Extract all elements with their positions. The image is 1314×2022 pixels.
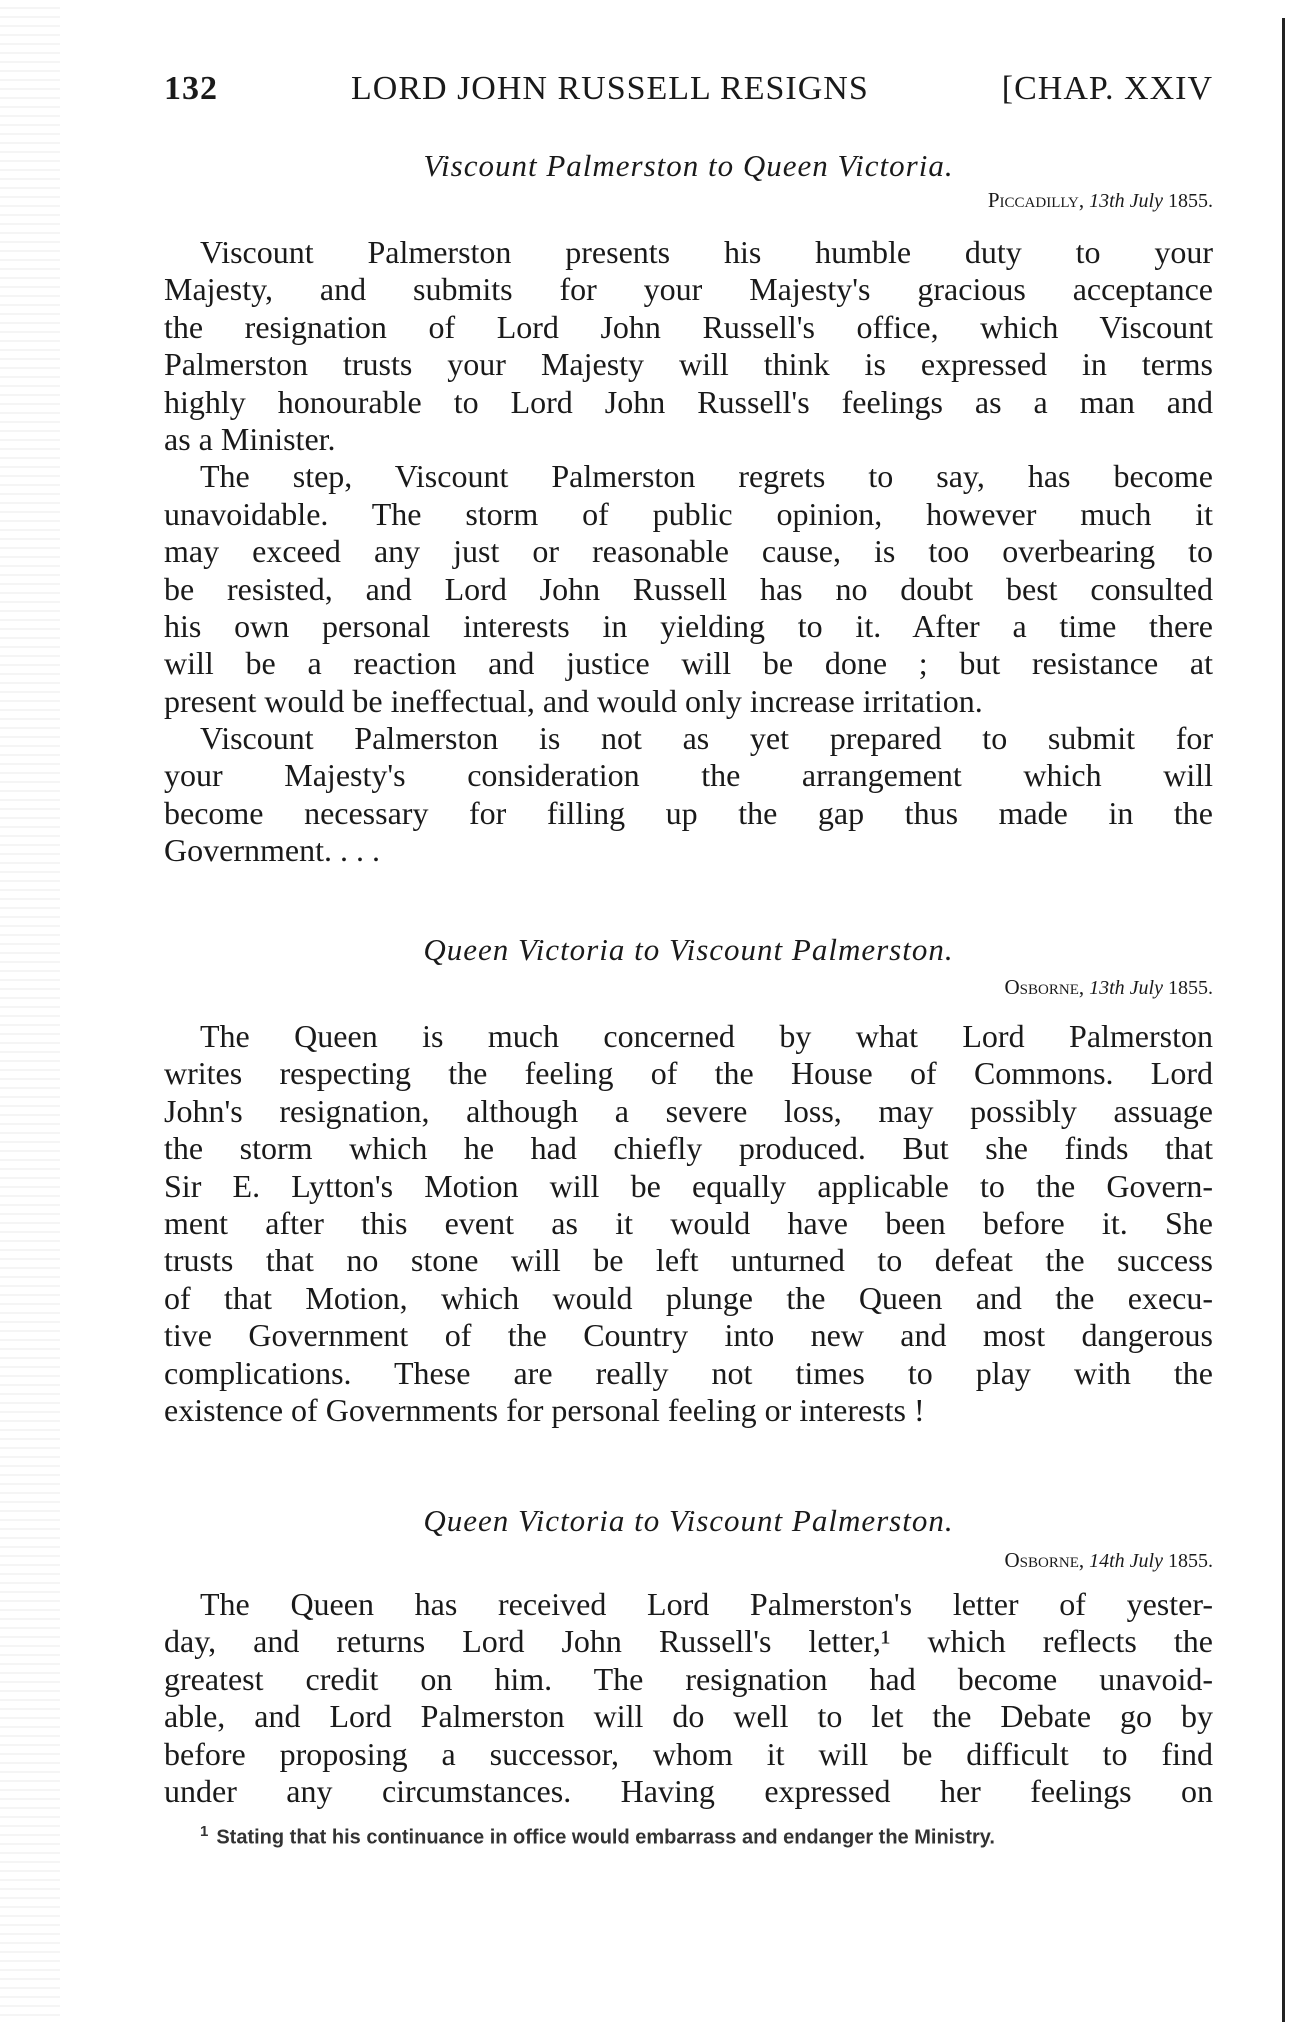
dateline: Osborne, 14th July 1855. <box>1004 1548 1213 1572</box>
text-line: will be a reaction and justice will be done ; but resistance at <box>164 645 1213 682</box>
text-line: become necessary for filling up the gap thus made in the <box>164 794 1213 831</box>
text-line: before proposing a successor, whom it will be difficult to find <box>164 1735 1213 1772</box>
text-line: under any circumstances. Having expressed her feelings on <box>164 1772 1213 1809</box>
letter-body <box>164 1586 1213 1810</box>
text-line: your Majesty's consideration the arrangement which will <box>164 757 1213 794</box>
text-line: the storm which he had chiefly produced. But she finds that <box>164 1130 1213 1167</box>
text-line: Government. . . . <box>164 832 380 869</box>
letter-title: Viscount Palmerston to Queen Victoria. <box>423 148 954 183</box>
text-line: his own personal interests in yielding to it. After a time there <box>164 607 1213 644</box>
running-header <box>164 70 1213 108</box>
letter-title: Queen Victoria to Viscount Palmerston. <box>423 1503 954 1538</box>
text-line: writes respecting the feeling of the House of Commons. Lord <box>164 1055 1213 1092</box>
text-line: highly honourable to Lord John Russell's feelings as a man and <box>164 383 1213 420</box>
chapter-label: [CHAP. XXIV <box>1001 70 1213 107</box>
letter-body <box>164 234 1213 870</box>
text-line: ment after this event as it would have been before it. She <box>164 1204 1213 1241</box>
text-line: tive Government of the Country into new and most dangerous <box>164 1317 1213 1354</box>
text-line: may exceed any just or reasonable cause, is too overbearing to <box>164 533 1213 570</box>
text-line: day, and returns Lord John Russell's letter,¹ which reflects the <box>164 1623 1213 1660</box>
text-line: unavoidable. The storm of public opinion, however much it <box>164 495 1213 532</box>
text-line: Sir E. Lytton's Motion will be equally applicable to the Govern- <box>164 1167 1213 1204</box>
footnote: $^1$ Stating that his continuance in office would embarrass and endanger the Ministry. <box>200 1823 995 1849</box>
text-line: be resisted, and Lord John Russell has no doubt best consulted <box>164 570 1213 607</box>
text-line: John's resignation, although a severe loss, may possibly assuage <box>164 1092 1213 1129</box>
text-line: the resignation of Lord John Russell's office, which Viscount <box>164 308 1213 345</box>
text-line: Viscount Palmerston is not as yet prepared to submit for <box>200 720 1213 757</box>
text-line: Palmerston trusts your Majesty will think is expressed in terms <box>164 346 1213 383</box>
text-line: Majesty, and submits for your Majesty's gracious acceptance <box>164 271 1213 308</box>
page-edge-rule <box>1282 18 1285 2022</box>
text-line: Viscount Palmerston presents his humble duty to your <box>200 234 1213 270</box>
page-number: 132 <box>164 70 218 107</box>
text-line: able, and Lord Palmerston will do well to let the Debate go by <box>164 1698 1213 1735</box>
letter-body <box>164 1018 1213 1429</box>
text-line: trusts that no stone will be left unturned to defeat the success <box>164 1242 1213 1279</box>
text-line: present would be ineffectual, and would only increase irritation. <box>164 682 983 719</box>
letter-title: Queen Victoria to Viscount Palmerston. <box>423 932 954 967</box>
running-title: LORD JOHN RUSSELL RESIGNS <box>351 70 869 107</box>
text-line: existence of Governments for personal feeling or interests ! <box>164 1391 925 1428</box>
scanned-page-edge <box>0 0 60 2022</box>
text-line: The Queen is much concerned by what Lord Palmerston <box>200 1018 1213 1054</box>
dateline: Osborne, 13th July 1855. <box>1004 975 1213 999</box>
text-line: of that Motion, which would plunge the Queen and the execu- <box>164 1279 1213 1316</box>
text-line: as a Minister. <box>164 420 336 457</box>
text-line: greatest credit on him. The resignation had become unavoid- <box>164 1660 1213 1697</box>
text-line: The step, Viscount Palmerston regrets to say, has become <box>200 458 1213 495</box>
dateline: Piccadilly, 13th July 1855. <box>987 188 1213 212</box>
text-line: complications. These are really not times to play with the <box>164 1354 1213 1391</box>
text-line: The Queen has received Lord Palmerston's letter of yester- <box>200 1586 1213 1622</box>
